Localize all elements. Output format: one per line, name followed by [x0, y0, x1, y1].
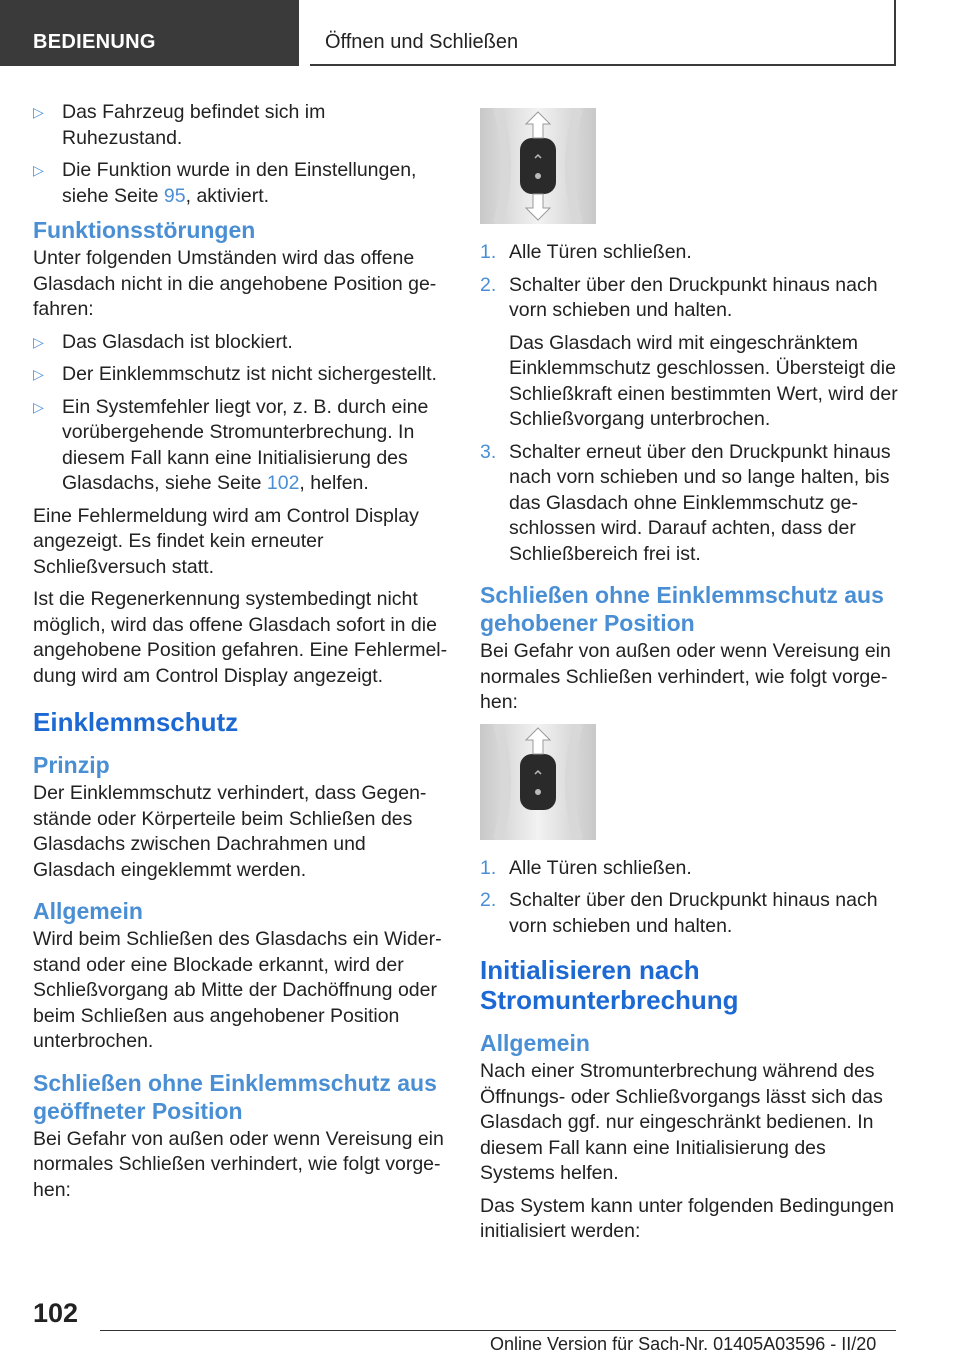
left-column — [33, 100, 451, 1210]
page-header — [0, 0, 960, 66]
heading-init-general: Allgemein — [480, 1030, 590, 1056]
section-label: BEDIENUNG — [0, 0, 299, 66]
list-item: 2. Schalter über den Druckpunkt hinaus nach vorn schieben und halten. Das Glasdach wird mit eingeschränktem Einklemmschutz geschlossen. Übersteigt die Schließkraft einen bestimmten Wert, wird der Schließvorgang unterbrochen. — [480, 273, 898, 430]
right-column — [480, 108, 898, 1252]
footer-online-version: Online Version für Sach-Nr. 01405A03596 - II/20 — [490, 1334, 877, 1354]
heading-general: Allgemein — [33, 898, 143, 924]
triangle-bullet-icon: ▷ — [33, 366, 44, 382]
heading-close-from-raised: Schließen ohne Einklemmschutz aus gehobener Position — [480, 582, 884, 636]
list-item: 2. Schalter über den Druckpunkt hinaus nach vorn schieben und halten. — [480, 889, 878, 937]
sunroof-switch-image — [480, 108, 596, 224]
condition-list — [33, 100, 451, 209]
heading-initialize: Initialisieren nach Stromunterbrechung — [480, 955, 739, 1015]
list-item: ▷ Das Fahrzeug befindet sich im Ruhezustand. — [33, 101, 326, 149]
paragraph: Nach einer Stromunterbrechung während des Öffnungs- oder Schließvorgangs lässt sich das Glasdach ggf. nur eingeschränkt bedienen. In diesem Fall kann eine Initialisierung des Systems helfen. — [480, 1060, 883, 1184]
heading-faults: Funktionsstörungen — [33, 217, 256, 243]
sunroof-switch-icon — [480, 724, 596, 840]
list-item: 3. Schalter erneut über den Druckpunkt hinaus nach vorn schieben und so lange halten, bis das Glasdach ohne Einklemmschutz geschlossen wird. Darauf achten, dass der Schließbereich frei ist. — [480, 440, 891, 565]
list-item: ▷ Der Einklemmschutz ist nicht sichergestellt. — [33, 362, 451, 388]
triangle-bullet-icon: ▷ — [33, 398, 44, 415]
paragraph: Der Einklemmschutz verhindert, dass Gegenstände oder Körperteile beim Schließen des Glasdachs zwischen Dachrahmen und Glasdach eingeklemmt werden. — [33, 782, 427, 881]
triangle-bullet-icon: ▷ — [33, 104, 44, 120]
sunroof-switch-icon — [480, 108, 596, 224]
list-item: 1. Alle Türen schließen. — [480, 856, 692, 879]
paragraph: Das System kann unter folgenden Bedingungen initialisiert werden: — [480, 1194, 895, 1242]
paragraph: Wird beim Schließen des Glasdachs ein Widerstand oder eine Blockade erkannt, wird der Schließvorgang ab Mitte der Dachöffnung oder beim Schließen aus angehobener Position unterbrochen. — [33, 928, 442, 1052]
heading-close-from-open: Schließen ohne Einklemmschutz aus geöffneter Position — [33, 1069, 437, 1124]
heading-pinch-protection: Einklemmschutz — [33, 707, 239, 737]
fault-list — [33, 330, 451, 497]
sunroof-switch-image — [480, 724, 596, 840]
list-item: 1. Alle Türen schließen. — [480, 241, 692, 263]
list-item: ▷ Die Funktion wurde in den Einstellungen, siehe Seite 95, aktiviert. — [33, 159, 417, 207]
paragraph: Ist die Regenerkennung systembedingt nicht möglich, wird das offene Glasdach sofort in die angehobene Position gefahren. Eine Fehlermeldung wird am Control Display angezeigt. — [33, 588, 448, 687]
list-item: ▷ Das Glasdach ist blockiert. — [33, 330, 451, 356]
triangle-bullet-icon: ▷ — [33, 162, 44, 178]
paragraph: Eine Fehlermeldung wird am Control Display angezeigt. Es findet kein erneuter Schließversuch statt. — [33, 504, 419, 578]
triangle-bullet-icon: ▷ — [33, 333, 44, 350]
chapter-title: Öffnen und Schließen — [310, 0, 896, 66]
paragraph: Unter folgenden Umständen wird das offene Glasdach nicht in die angehobene Position gefahren: — [33, 247, 437, 320]
steps-list-2 — [480, 856, 898, 940]
footer-divider — [100, 1330, 896, 1331]
page-link[interactable]: 102 — [266, 472, 300, 494]
page-link[interactable]: 95 — [163, 184, 186, 207]
steps-list-1 — [480, 240, 898, 567]
paragraph: Bei Gefahr von außen oder wenn Vereisung ein normales Schließen verhindert, wie folgt vorgehen: — [480, 640, 891, 713]
paragraph: Bei Gefahr von außen oder wenn Vereisung ein normales Schließen verhindert, wie folgt vorgehen: — [33, 1127, 444, 1201]
page-number: 102 — [33, 1298, 79, 1328]
heading-principle: Prinzip — [33, 752, 110, 778]
list-item: ▷ Ein Systemfehler liegt vor, z. B. durch eine vorübergehende Stromunterbrechung. In diesem Fall kann eine Initialisierung des Glasdachs, siehe Seite 102, helfen. — [33, 395, 429, 494]
